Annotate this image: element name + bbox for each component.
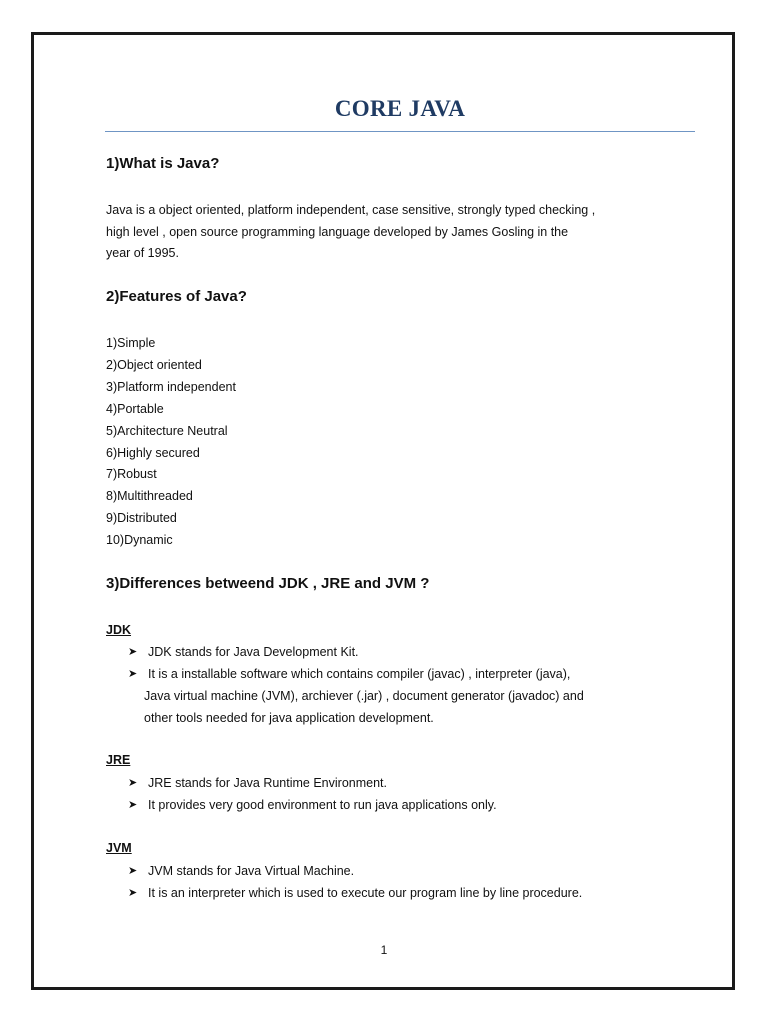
bullet-text: JRE stands for Java Runtime Environment. [148,776,387,790]
document-title: CORE JAVA [334,96,466,121]
list-item: 7)Robust [106,467,157,482]
list-item [128,860,688,882]
heading-differences: 3)Differences betweend JDK , JRE and JVM ? [106,575,430,592]
arrowhead-bullet-icon: ➤ [128,668,138,680]
list-item [128,663,688,729]
list-item [128,772,688,794]
arrowhead-bullet-icon: ➤ [128,646,138,658]
list-item: 4)Portable [106,401,164,416]
bullet-text: It provides very good environment to run java applications only. [148,798,497,812]
paragraph-line: year of 1995. [106,246,179,260]
bullet-text: It is a installable software which contains compiler (javac) , interpreter (java), [148,667,571,681]
subheading-jdk: JDK [106,623,132,637]
bullet-text: Java virtual machine (JVM), archiever (.jar) , document generator (javadoc) and [144,689,584,703]
bullet-text: It is an interpreter which is used to execute our program line by line procedure. [148,886,583,900]
jvm-bullets [128,860,688,904]
list-item: 8)Multithreaded [106,489,193,504]
jre-bullets [128,772,688,816]
paragraph-line: Java is a object oriented, platform independent, case sensitive, strongly typed checking , [106,203,596,217]
list-item [128,794,688,816]
page-number: 1 [380,943,388,957]
arrowhead-bullet-icon: ➤ [128,777,138,789]
heading-what-is-java: 1)What is Java? [106,155,220,172]
list-item: 1)Simple [106,336,156,350]
list-item: 6)Highly secured [106,445,200,460]
arrowhead-bullet-icon: ➤ [128,799,138,811]
list-item [128,641,688,663]
bullet-text: JDK stands for Java Development Kit. [148,645,359,659]
list-item [128,882,688,904]
list-item: 3)Platform independent [106,379,236,394]
features-list [106,333,236,552]
subheading-jvm: JVM [106,841,132,855]
bullet-text: other tools needed for java application development. [144,711,434,725]
title-underline [105,131,695,132]
arrowhead-bullet-icon: ➤ [128,887,138,899]
bullet-text: JVM stands for Java Virtual Machine. [148,864,355,878]
jdk-bullets [128,641,688,729]
list-item: 10)Dynamic [106,533,173,548]
paragraph-what-is-java [106,200,686,265]
paragraph-line: high level , open source programming language developed by James Gosling in the [106,224,569,239]
list-item: 2)Object oriented [106,357,202,372]
list-item: 9)Distributed [106,511,177,526]
arrowhead-bullet-icon: ➤ [128,865,138,877]
subheading-jre: JRE [106,753,131,767]
list-item: 5)Architecture Neutral [106,423,228,438]
heading-features: 2)Features of Java? [106,288,247,305]
